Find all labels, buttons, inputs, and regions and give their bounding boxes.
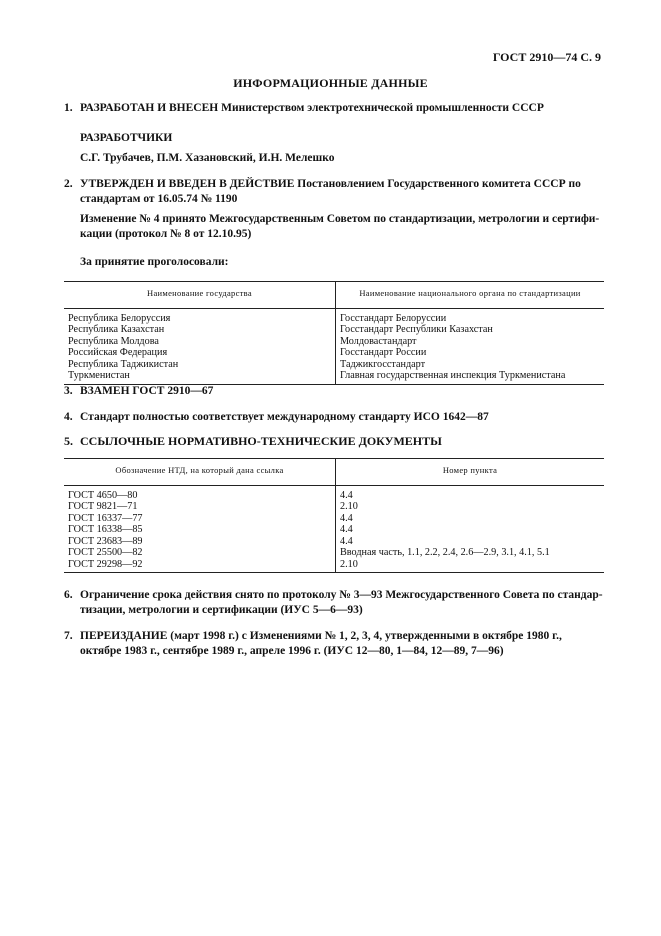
section-1 <box>64 101 604 116</box>
section-2 <box>64 177 604 207</box>
doc-cell: ГОСТ 16338—85 <box>68 524 143 535</box>
section-6-number: 6. <box>64 589 73 601</box>
table-row <box>64 513 604 525</box>
table-row <box>64 524 604 536</box>
change-4-line2: кации (протокол № 8 от 12.10.95) <box>80 228 252 240</box>
section-4 <box>64 410 604 425</box>
section-7-line2: октябре 1983 г., сентябре 1989 г., апреле 1996 г. (ИУС 12—80, 1—84, 12—89, 7—96) <box>80 645 504 657</box>
references-table <box>64 458 604 573</box>
state-cell: Республика Белоруссия <box>68 312 171 324</box>
table-row <box>64 336 604 348</box>
doc-cell: ГОСТ 29298—92 <box>64 559 336 573</box>
section-5 <box>64 434 604 449</box>
voting-table-header-body: Наименование национального органа по стандартизации <box>336 282 605 309</box>
section-2-number: 2. <box>64 178 73 190</box>
section-3 <box>64 384 604 399</box>
state-cell: Республика Таджикистан <box>68 358 179 370</box>
section-7 <box>64 629 604 659</box>
section-1-text: РАЗРАБОТАН И ВНЕСЕН Министерством электротехнической промышленности СССР <box>80 102 544 114</box>
references-table-header <box>64 459 604 486</box>
body-cell: Главная государственная инспекция Туркменистана <box>336 370 605 384</box>
body-cell: Таджикгосстандарт <box>336 359 605 371</box>
clause-cell: 2.10 <box>336 559 605 573</box>
clause-cell: 2.10 <box>336 501 605 513</box>
section-2-line1: УТВЕРЖДЕН И ВВЕДЕН В ДЕЙСТВИЕ Постановлением Государственного комитета СССР по <box>80 178 581 190</box>
section-7-line1: ПЕРЕИЗДАНИЕ (март 1998 г.) с Изменениями № 1, 2, 3, 4, утвержденными в октябре 1980 г., <box>80 630 562 642</box>
section-5-text: ССЫЛОЧНЫЕ НОРМАТИВНО-ТЕХНИЧЕСКИЕ ДОКУМЕНТЫ <box>80 434 442 448</box>
section-1-number: 1. <box>64 102 73 114</box>
doc-cell: ГОСТ 9821—71 <box>68 501 138 512</box>
state-cell: Российская Федерация <box>68 347 168 358</box>
table-row <box>64 547 604 559</box>
section-3-number: 3. <box>64 385 73 397</box>
clause-cell: Вводная часть, 1.1, 2.2, 2.4, 2.6—2.9, 3.1, 4.1, 5.1 <box>336 547 605 559</box>
table-row <box>64 485 604 501</box>
body-cell: Госстандарт Республики Казахстан <box>336 324 605 336</box>
section-3-text: ВЗАМЕН ГОСТ 2910—67 <box>80 385 214 397</box>
table-row <box>64 308 604 324</box>
references-header-clause: Номер пункта <box>336 459 605 486</box>
section-4-number: 4. <box>64 411 73 423</box>
state-cell: Туркменистан <box>64 370 336 384</box>
section-6 <box>64 588 604 618</box>
voted-heading: За принятие проголосовали: <box>80 256 229 268</box>
clause-cell: 4.4 <box>336 524 605 536</box>
state-cell: Республика Молдова <box>68 335 159 347</box>
section-6-line1: Ограничение срока действия снято по протоколу № 3—93 Межгосударственного Совета по стандар- <box>80 589 603 601</box>
change-4-line1: Изменение № 4 принято Межгосударственным Советом по стандартизации, метрологии и сертифи- <box>80 213 600 225</box>
body-cell: Госстандарт России <box>336 347 605 359</box>
section-6-line2: тизации, метрологии и сертификации (ИУС 5—6—93) <box>80 604 363 616</box>
section-5-number: 5. <box>64 434 73 448</box>
clause-cell: 4.4 <box>336 513 605 525</box>
table-row <box>64 501 604 513</box>
body-cell: Молдовастандарт <box>336 336 605 348</box>
doc-cell: ГОСТ 4650—80 <box>68 489 138 501</box>
doc-cell: ГОСТ 16337—77 <box>68 512 143 524</box>
state-cell: Республика Казахстан <box>68 324 165 335</box>
section-2-line2: стандартам от 16.05.74 № 1190 <box>80 193 238 205</box>
body-cell: Госстандарт Белоруссии <box>336 308 605 324</box>
section-4-text: Стандарт полностью соответствует международному стандарту ИСО 1642—87 <box>80 411 489 423</box>
clause-cell: 4.4 <box>336 536 605 548</box>
references-header-doc: Обозначение НТД, на который дана ссылка <box>64 459 336 486</box>
developers-list: С.Г. Трубачев, П.М. Хазановский, И.Н. Мелешко <box>80 152 335 164</box>
change-4-note <box>64 212 620 242</box>
voting-table-header <box>64 282 604 309</box>
voting-table-header-state: Наименование государства <box>64 282 336 309</box>
doc-cell: ГОСТ 25500—82 <box>68 547 143 558</box>
table-row <box>64 324 604 336</box>
voting-table <box>64 281 604 385</box>
table-row <box>64 370 604 384</box>
table-row <box>64 559 604 573</box>
table-row <box>64 536 604 548</box>
table-row <box>64 359 604 371</box>
section-7-number: 7. <box>64 630 73 642</box>
clause-cell: 4.4 <box>336 485 605 501</box>
page-reference: ГОСТ 2910—74 С. 9 <box>492 50 601 64</box>
developers-heading: РАЗРАБОТЧИКИ <box>80 132 173 144</box>
table-row <box>64 347 604 359</box>
page-title: ИНФОРМАЦИОННЫЕ ДАННЫЕ <box>233 76 428 90</box>
doc-cell: ГОСТ 23683—89 <box>68 535 143 547</box>
